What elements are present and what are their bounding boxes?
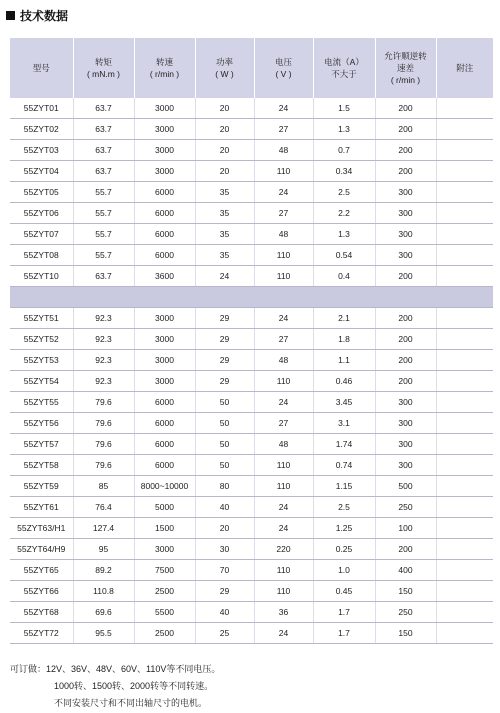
cell-remarks: [436, 371, 493, 392]
cell-torque: 55.7: [73, 245, 134, 266]
cell-remarks: [436, 266, 493, 287]
cell-current: 0.46: [313, 371, 375, 392]
cell-current: 2.1: [313, 308, 375, 329]
cell-remarks: [436, 350, 493, 371]
cell-model: 55ZYT52: [10, 329, 73, 350]
cell-speed-diff: 250: [375, 497, 436, 518]
cell-torque: 63.7: [73, 161, 134, 182]
cell-model: 55ZYT02: [10, 119, 73, 140]
cell-speed: 6000: [134, 245, 195, 266]
cell-power: 20: [195, 98, 254, 119]
cell-speed: 3600: [134, 266, 195, 287]
table-row: [10, 98, 493, 119]
cell-voltage: 48: [254, 350, 313, 371]
cell-model: 55ZYT64/H9: [10, 539, 73, 560]
cell-power: 29: [195, 371, 254, 392]
header-current-line: 不大于: [331, 69, 357, 79]
cell-power: 29: [195, 581, 254, 602]
cell-current: 0.54: [313, 245, 375, 266]
header-power: [195, 38, 254, 98]
header-current: [313, 38, 375, 98]
cell-model: 55ZYT61: [10, 497, 73, 518]
header-speed-line: 转速: [155, 57, 173, 67]
cell-current: 1.7: [313, 623, 375, 644]
header-voltage-line: 电压: [274, 57, 292, 67]
cell-speed: 6000: [134, 413, 195, 434]
cell-power: 50: [195, 392, 254, 413]
cell-remarks: [436, 581, 493, 602]
cell-voltage: 110: [254, 245, 313, 266]
cell-power: 29: [195, 329, 254, 350]
cell-voltage: 24: [254, 182, 313, 203]
notes: [10, 661, 220, 712]
header-voltage-line: ( V ): [275, 69, 292, 79]
cell-torque: 89.2: [73, 560, 134, 581]
cell-torque: 55.7: [73, 182, 134, 203]
cell-torque: 92.3: [73, 329, 134, 350]
cell-current: 0.4: [313, 266, 375, 287]
header-speed: [134, 38, 195, 98]
note-line-3: 不同安装尺寸和不同出轴尺寸的电机。: [54, 698, 208, 708]
header-remarks-line: 附注: [456, 63, 474, 73]
cell-power: 20: [195, 119, 254, 140]
cell-torque: 79.6: [73, 434, 134, 455]
cell-speed-diff: 200: [375, 161, 436, 182]
cell-speed-diff: 100: [375, 518, 436, 539]
header-speed-line: ( r/min ): [149, 69, 180, 79]
cell-model: 55ZYT05: [10, 182, 73, 203]
cell-torque: 127.4: [73, 518, 134, 539]
cell-torque: 79.6: [73, 392, 134, 413]
cell-voltage: 24: [254, 308, 313, 329]
cell-speed-diff: 200: [375, 266, 436, 287]
cell-model: 55ZYT08: [10, 245, 73, 266]
cell-current: 0.74: [313, 455, 375, 476]
cell-speed: 3000: [134, 119, 195, 140]
spec-table-container: [10, 38, 492, 644]
cell-speed-diff: 300: [375, 455, 436, 476]
table-row: [10, 308, 493, 329]
cell-remarks: [436, 245, 493, 266]
cell-speed-diff: 200: [375, 350, 436, 371]
cell-voltage: 24: [254, 392, 313, 413]
cell-power: 20: [195, 161, 254, 182]
table-row: [10, 140, 493, 161]
table-row: [10, 161, 493, 182]
cell-current: 3.45: [313, 392, 375, 413]
cell-power: 50: [195, 413, 254, 434]
cell-speed: 2500: [134, 623, 195, 644]
cell-speed: 6000: [134, 182, 195, 203]
cell-remarks: [436, 539, 493, 560]
cell-voltage: 110: [254, 581, 313, 602]
cell-model: 55ZYT68: [10, 602, 73, 623]
cell-power: 35: [195, 182, 254, 203]
cell-torque: 63.7: [73, 98, 134, 119]
cell-speed-diff: 150: [375, 623, 436, 644]
cell-remarks: [436, 623, 493, 644]
cell-speed: 5500: [134, 602, 195, 623]
cell-torque: 63.7: [73, 119, 134, 140]
cell-current: 0.25: [313, 539, 375, 560]
cell-remarks: [436, 476, 493, 497]
cell-current: 2.5: [313, 182, 375, 203]
header-power-line: ( W ): [215, 69, 234, 79]
cell-power: 35: [195, 245, 254, 266]
cell-voltage: 27: [254, 413, 313, 434]
cell-speed: 6000: [134, 224, 195, 245]
cell-voltage: 27: [254, 329, 313, 350]
header-model-line: 型号: [32, 63, 50, 73]
cell-torque: 69.6: [73, 602, 134, 623]
cell-model: 55ZYT51: [10, 308, 73, 329]
header-speed-diff-line: ( r/min ): [390, 75, 421, 85]
cell-speed: 8000~10000: [134, 476, 195, 497]
cell-model: 55ZYT01: [10, 98, 73, 119]
spec-table-body: [10, 98, 493, 644]
cell-speed: 3000: [134, 539, 195, 560]
header-speed-diff: [375, 38, 436, 98]
square-bullet-icon: [6, 11, 15, 20]
cell-remarks: [436, 329, 493, 350]
cell-remarks: [436, 140, 493, 161]
table-row: [10, 623, 493, 644]
cell-torque: 55.7: [73, 203, 134, 224]
cell-speed-diff: 150: [375, 581, 436, 602]
cell-power: 25: [195, 623, 254, 644]
cell-model: 55ZYT72: [10, 623, 73, 644]
cell-power: 50: [195, 434, 254, 455]
cell-model: 55ZYT55: [10, 392, 73, 413]
cell-power: 70: [195, 560, 254, 581]
cell-current: 0.7: [313, 140, 375, 161]
cell-torque: 110.8: [73, 581, 134, 602]
table-row: [10, 560, 493, 581]
cell-torque: 76.4: [73, 497, 134, 518]
cell-speed-diff: 200: [375, 308, 436, 329]
cell-speed-diff: 200: [375, 119, 436, 140]
cell-speed-diff: 200: [375, 329, 436, 350]
cell-voltage: 27: [254, 119, 313, 140]
cell-speed-diff: 300: [375, 413, 436, 434]
cell-speed-diff: 300: [375, 182, 436, 203]
table-row: [10, 497, 493, 518]
table-row: [10, 392, 493, 413]
cell-power: 29: [195, 350, 254, 371]
table-row: [10, 518, 493, 539]
cell-torque: 55.7: [73, 224, 134, 245]
cell-power: 24: [195, 266, 254, 287]
cell-voltage: 24: [254, 518, 313, 539]
cell-model: 55ZYT54: [10, 371, 73, 392]
cell-model: 55ZYT07: [10, 224, 73, 245]
cell-current: 0.34: [313, 161, 375, 182]
cell-speed-diff: 200: [375, 140, 436, 161]
cell-remarks: [436, 434, 493, 455]
table-row: [10, 119, 493, 140]
spec-table-header: [10, 38, 493, 98]
cell-remarks: [436, 308, 493, 329]
cell-voltage: 48: [254, 140, 313, 161]
cell-current: 1.8: [313, 329, 375, 350]
cell-speed: 5000: [134, 497, 195, 518]
header-current-line: 电流（A）: [324, 57, 364, 67]
table-row: [10, 602, 493, 623]
cell-voltage: 36: [254, 602, 313, 623]
cell-current: 1.0: [313, 560, 375, 581]
cell-current: 1.25: [313, 518, 375, 539]
cell-power: 20: [195, 140, 254, 161]
cell-speed: 6000: [134, 434, 195, 455]
cell-current: 1.3: [313, 224, 375, 245]
cell-current: 1.15: [313, 476, 375, 497]
cell-voltage: 24: [254, 623, 313, 644]
cell-power: 35: [195, 203, 254, 224]
header-remarks: [436, 38, 493, 98]
cell-torque: 92.3: [73, 308, 134, 329]
cell-voltage: 220: [254, 539, 313, 560]
cell-torque: 63.7: [73, 266, 134, 287]
table-row: [10, 434, 493, 455]
cell-model: 55ZYT56: [10, 413, 73, 434]
note-line-2: 1000转、1500转、2000转等不同转速。: [54, 681, 214, 691]
cell-speed-diff: 300: [375, 224, 436, 245]
table-row: [10, 539, 493, 560]
header-power-line: 功率: [215, 57, 233, 67]
cell-speed: 3000: [134, 140, 195, 161]
section-heading-text: 技术数据: [20, 8, 69, 23]
cell-voltage: 27: [254, 203, 313, 224]
cell-voltage: 110: [254, 560, 313, 581]
cell-current: 1.3: [313, 119, 375, 140]
table-row: [10, 329, 493, 350]
cell-remarks: [436, 392, 493, 413]
cell-speed-diff: 300: [375, 203, 436, 224]
table-row: [10, 266, 493, 287]
cell-speed: 6000: [134, 392, 195, 413]
cell-voltage: 48: [254, 224, 313, 245]
header-torque-line: 转矩: [94, 57, 112, 67]
cell-remarks: [436, 203, 493, 224]
cell-remarks: [436, 455, 493, 476]
cell-voltage: 24: [254, 497, 313, 518]
cell-speed: 3000: [134, 350, 195, 371]
cell-voltage: 24: [254, 98, 313, 119]
cell-torque: 95.5: [73, 623, 134, 644]
cell-voltage: 110: [254, 161, 313, 182]
cell-speed-diff: 300: [375, 392, 436, 413]
header-torque: [73, 38, 134, 98]
cell-speed-diff: 300: [375, 434, 436, 455]
header-voltage: [254, 38, 313, 98]
cell-model: 55ZYT57: [10, 434, 73, 455]
cell-voltage: 48: [254, 434, 313, 455]
cell-speed-diff: 200: [375, 371, 436, 392]
cell-torque: 92.3: [73, 371, 134, 392]
table-row: [10, 203, 493, 224]
cell-current: 0.45: [313, 581, 375, 602]
cell-voltage: 110: [254, 266, 313, 287]
cell-remarks: [436, 161, 493, 182]
cell-torque: 63.7: [73, 140, 134, 161]
cell-torque: 95: [73, 539, 134, 560]
cell-speed-diff: 200: [375, 539, 436, 560]
table-row: [10, 371, 493, 392]
cell-power: 29: [195, 308, 254, 329]
table-row: [10, 413, 493, 434]
cell-voltage: 110: [254, 476, 313, 497]
cell-power: 20: [195, 518, 254, 539]
cell-speed: 2500: [134, 581, 195, 602]
table-row: [10, 182, 493, 203]
cell-torque: 85: [73, 476, 134, 497]
cell-speed: 7500: [134, 560, 195, 581]
cell-torque: 79.6: [73, 455, 134, 476]
cell-speed-diff: 400: [375, 560, 436, 581]
table-row: [10, 245, 493, 266]
cell-remarks: [436, 497, 493, 518]
cell-remarks: [436, 602, 493, 623]
cell-model: 55ZYT59: [10, 476, 73, 497]
cell-speed: 1500: [134, 518, 195, 539]
cell-speed: 3000: [134, 308, 195, 329]
cell-voltage: 110: [254, 371, 313, 392]
group-separator-cell: [10, 287, 493, 308]
cell-speed: 3000: [134, 329, 195, 350]
cell-current: 1.5: [313, 98, 375, 119]
cell-torque: 79.6: [73, 413, 134, 434]
cell-current: 2.5: [313, 497, 375, 518]
cell-model: 55ZYT06: [10, 203, 73, 224]
header-torque-line: ( mN.m ): [86, 69, 121, 79]
cell-speed-diff: 500: [375, 476, 436, 497]
cell-remarks: [436, 518, 493, 539]
cell-speed-diff: 300: [375, 245, 436, 266]
cell-power: 40: [195, 497, 254, 518]
cell-current: 1.7: [313, 602, 375, 623]
cell-power: 35: [195, 224, 254, 245]
cell-power: 30: [195, 539, 254, 560]
cell-remarks: [436, 560, 493, 581]
cell-remarks: [436, 224, 493, 245]
cell-speed: 3000: [134, 98, 195, 119]
section-heading: [6, 6, 68, 24]
cell-speed-diff: 250: [375, 602, 436, 623]
header-model: [10, 38, 73, 98]
cell-speed-diff: 200: [375, 98, 436, 119]
cell-model: 55ZYT66: [10, 581, 73, 602]
cell-current: 1.1: [313, 350, 375, 371]
cell-remarks: [436, 119, 493, 140]
table-row: [10, 455, 493, 476]
cell-remarks: [436, 182, 493, 203]
cell-model: 55ZYT63/H1: [10, 518, 73, 539]
cell-model: 55ZYT10: [10, 266, 73, 287]
table-row: [10, 581, 493, 602]
group-separator-row: [10, 287, 493, 308]
cell-speed: 3000: [134, 161, 195, 182]
cell-power: 50: [195, 455, 254, 476]
cell-current: 3.1: [313, 413, 375, 434]
cell-torque: 92.3: [73, 350, 134, 371]
cell-current: 2.2: [313, 203, 375, 224]
table-row: [10, 224, 493, 245]
cell-model: 55ZYT03: [10, 140, 73, 161]
header-speed-diff-line: 允许顺逆转: [384, 51, 427, 61]
cell-power: 80: [195, 476, 254, 497]
cell-power: 40: [195, 602, 254, 623]
spec-table: [10, 38, 493, 644]
cell-speed: 6000: [134, 203, 195, 224]
cell-model: 55ZYT65: [10, 560, 73, 581]
cell-speed: 3000: [134, 371, 195, 392]
cell-speed: 6000: [134, 455, 195, 476]
table-row: [10, 350, 493, 371]
cell-remarks: [436, 413, 493, 434]
cell-current: 1.74: [313, 434, 375, 455]
cell-remarks: [436, 98, 493, 119]
header-row: [10, 38, 493, 98]
table-row: [10, 476, 493, 497]
cell-model: 55ZYT04: [10, 161, 73, 182]
cell-model: 55ZYT53: [10, 350, 73, 371]
header-speed-diff-line: 速差: [396, 63, 414, 73]
note-line-1: 可订做：12V、36V、48V、60V、110V等不同电压。: [10, 664, 221, 674]
cell-model: 55ZYT58: [10, 455, 73, 476]
cell-voltage: 110: [254, 455, 313, 476]
